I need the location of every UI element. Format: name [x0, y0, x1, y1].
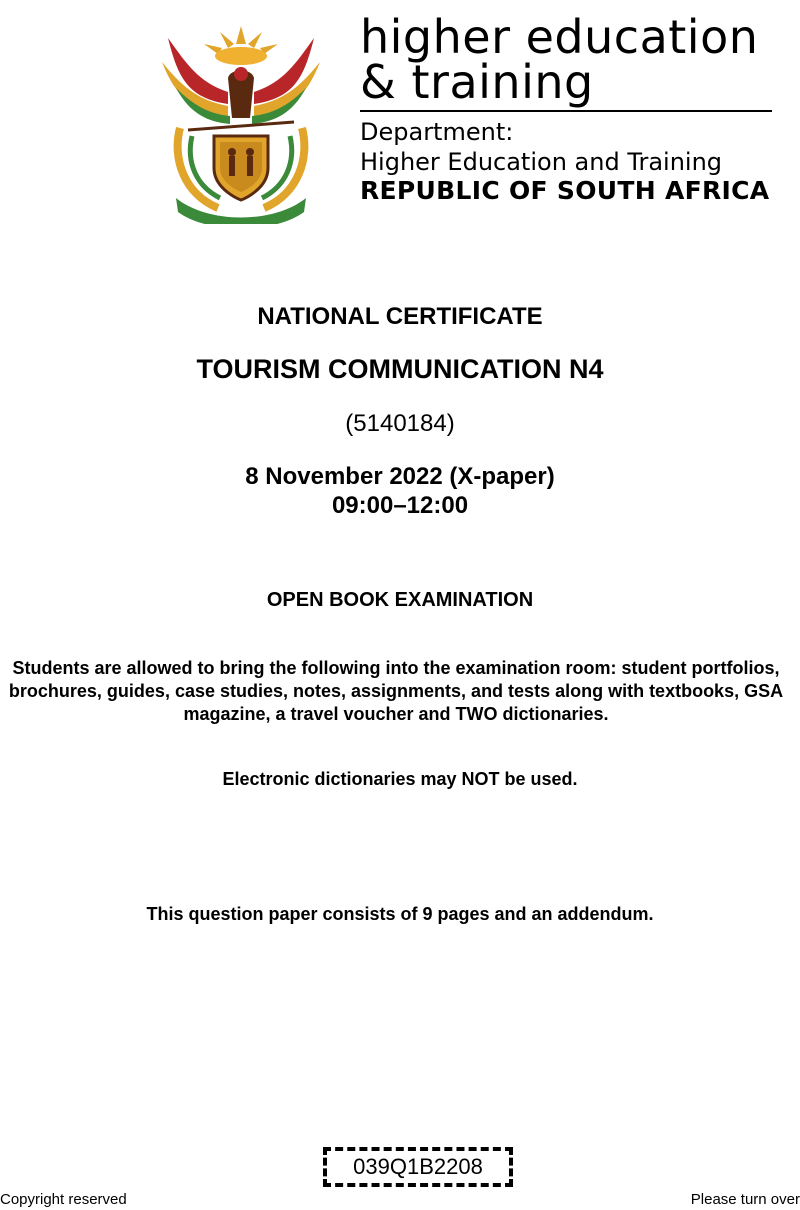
allowed-items-text: Students are allowed to bring the following into the examination room: student portfolios, brochures, guides, case studies, notes, assignments, and tests along with textbooks, GSA magazine, a travel voucher and TWO dictionaries. — [8, 658, 784, 724]
page-count-note: This question paper consists of 9 pages and an addendum. — [146, 904, 654, 924]
coat-of-arms-icon — [158, 18, 324, 224]
paper-code-box: 039Q1B2208 — [323, 1147, 513, 1187]
country-name: REPUBLIC OF SOUTH AFRICA — [360, 176, 770, 205]
exam-date: 8 November 2022 (X-paper) — [245, 463, 555, 490]
header-divider — [360, 110, 772, 112]
certificate-title: NATIONAL CERTIFICATE — [257, 303, 543, 330]
exam-time: 09:00–12:00 — [331, 492, 469, 519]
brand-line-1: higher education — [360, 10, 759, 64]
department-label: Department: — [360, 118, 514, 146]
electronic-dictionaries-note: Electronic dictionaries may NOT be used. — [222, 769, 578, 789]
brand-line-2: & training — [360, 55, 594, 109]
copyright-text: Copyright reserved — [0, 1191, 127, 1208]
open-book-heading: OPEN BOOK EXAMINATION — [266, 589, 534, 611]
document-header — [0, 0, 800, 230]
subject-code: (5140184) — [345, 410, 455, 437]
department-name: Higher Education and Training — [360, 148, 723, 176]
turn-over-text: Please turn over — [690, 1191, 800, 1208]
subject-title: TOURISM COMMUNICATION N4 — [196, 354, 604, 384]
